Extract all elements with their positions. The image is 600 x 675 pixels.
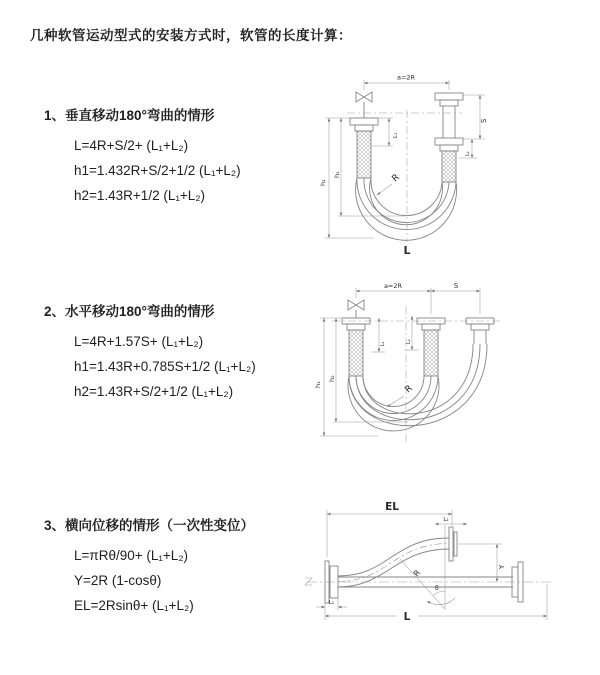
hose-u-bend: [356, 178, 457, 240]
dim-label-h1: h₁: [319, 179, 327, 186]
dim-label-a2r: a=2R: [396, 73, 416, 82]
section-1-formulas: [74, 133, 241, 208]
section-vertical-180: [44, 104, 241, 208]
formula-line: Y=2R (1-cosθ): [74, 573, 162, 588]
valve-icon: [356, 92, 372, 118]
section-1-heading: 1、垂直移动180°弯曲的情形: [44, 108, 215, 123]
diagram-lateral-displacement: [297, 497, 597, 652]
section-lateral-displacement: [44, 514, 254, 618]
formula-line: EL=2Rsinθ+ (L₁+L₂): [74, 598, 194, 613]
dim-label-a2r: a=2R: [383, 282, 403, 290]
section-3-heading: 3、横向位移的情形（一次性变位）: [44, 518, 255, 533]
dim-label-l: L: [403, 611, 411, 623]
dimension-a2r-s: [356, 288, 480, 314]
dimension-l1: [371, 118, 393, 146]
dim-label-l2: L₂: [465, 151, 471, 156]
radius-leader: [377, 184, 392, 195]
hose-displaced-position: [338, 538, 449, 587]
dim-label-l2: L₂: [406, 339, 412, 344]
dim-label-s: S: [480, 118, 488, 123]
dimension-a2r: [364, 80, 449, 90]
formula-line: L=πRθ/90+ (L₁+L₂): [74, 548, 189, 563]
formula-line: L=4R+S/2+ (L₁+L₂): [74, 138, 189, 153]
dim-label-l1: L₁: [393, 132, 399, 138]
formula-line: h2=1.43R+1/2 (L₁+L₂): [74, 188, 206, 203]
dim-label-s: S: [453, 282, 459, 290]
page-title: 几种软管运动型式的安装方式时，软管的长度计算：: [30, 28, 352, 43]
valve-icon: [348, 300, 364, 318]
right-hose-end: [435, 93, 463, 182]
formula-line: L=4R+1.57S+ (L₁+L₂): [74, 334, 204, 349]
section-3-formulas: [74, 543, 254, 618]
formula-line: h2=1.43R+S/2+1/2 (L₁+L₂): [74, 384, 234, 399]
dim-label-h2: h₂: [328, 375, 336, 382]
dim-label-h2: h₂: [333, 171, 341, 178]
diagram-horizontal-180-bend: [308, 276, 593, 461]
left-hose-end: [350, 118, 378, 178]
dimension-y: [458, 544, 502, 582]
dim-label-l2: L₂: [443, 517, 449, 523]
dim-label-theta: θ: [435, 585, 439, 592]
section-2-formulas: [74, 329, 256, 404]
dim-label-l1: L₁: [328, 600, 335, 606]
dim-label-r: R: [390, 172, 402, 185]
formula-line: h1=1.432R+S/2+1/2 (L₁+L₂): [74, 163, 241, 178]
section-2-heading: 2、水平移动180°弯曲的情形: [44, 304, 215, 319]
dim-label-r: R: [403, 383, 415, 396]
dimension-s: [463, 95, 485, 139]
dim-label-l1: L₁: [380, 341, 386, 346]
dim-label-h1: h₁: [314, 381, 322, 388]
hose-u-bend: [348, 344, 487, 431]
middle-hose-end: [417, 318, 445, 376]
section-horizontal-180: [44, 300, 256, 404]
dim-label-l: L: [403, 244, 411, 257]
radius-and-angle: [400, 559, 455, 609]
dim-label-r: R: [411, 568, 423, 579]
dim-label-el: EL: [385, 501, 399, 513]
formula-line: h1=1.43R+0.785S+1/2 (L₁+L₂): [74, 359, 256, 374]
diagram-vertical-180-bend: [312, 66, 592, 261]
left-hose-end: [342, 318, 370, 376]
displaced-flange: [449, 527, 457, 561]
shifted-hose-end: [466, 318, 494, 344]
dim-label-y: Y: [498, 564, 506, 569]
break-symbol: [305, 578, 312, 585]
